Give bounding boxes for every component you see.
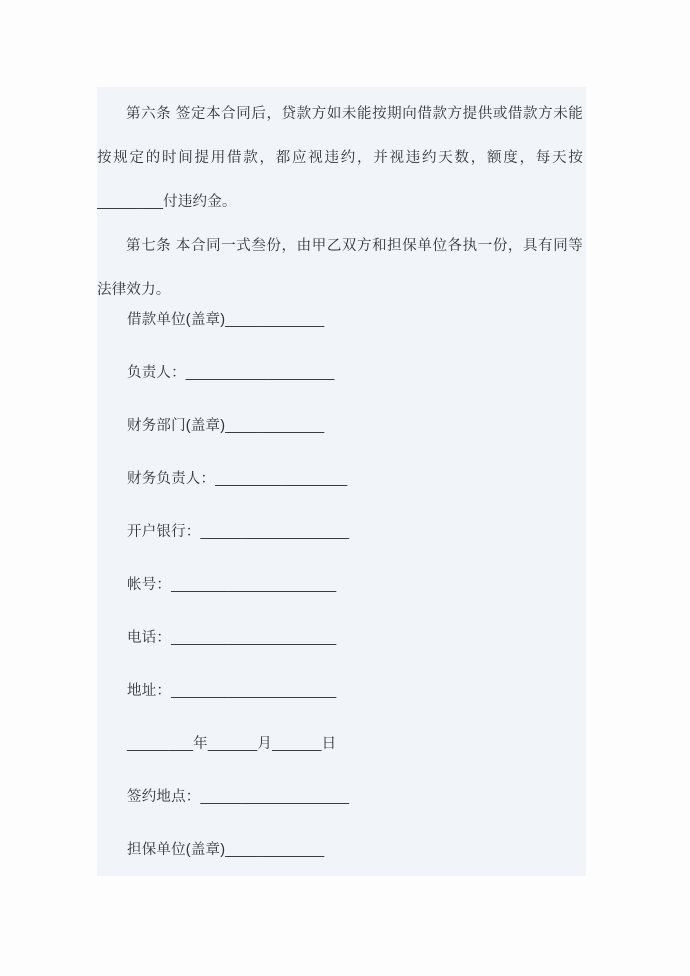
signature-line-address: 地址：____________________	[127, 683, 337, 699]
signature-line-finance-department-seal: 财务部门(盖章)____________	[127, 418, 325, 434]
signature-line-signing-location: 签约地点：__________________	[127, 789, 350, 805]
signature-line-date: ________年______月______日	[127, 736, 337, 752]
signature-line-responsible-person: 负责人：__________________	[127, 365, 335, 381]
signature-line-guarantor-unit-seal: 担保单位(盖章)____________	[127, 842, 325, 858]
signature-line-bank-of-deposit: 开户银行：__________________	[127, 524, 350, 540]
paragraph-article-six: 第六条 签定本合同后，贷款方如未能按期向借款方提供或借款方未能按规定的时间提用借款，都应视违约，并视违约天数，额度，每天按________付违约金。	[97, 106, 583, 210]
signature-line-account-number: 帐号：____________________	[127, 577, 337, 593]
signature-block	[97, 309, 586, 876]
document-content-block	[97, 87, 586, 876]
signature-line-telephone: 电话：____________________	[127, 630, 337, 646]
signature-line-finance-responsible-person: 财务负责人：________________	[127, 471, 348, 487]
paragraph-article-seven: 第七条 本合同一式叁份，由甲乙双方和担保单位各执一份，具有同等法律效力。	[97, 238, 583, 298]
signature-line-borrower-unit-seal: 借款单位(盖章)____________	[127, 312, 325, 328]
